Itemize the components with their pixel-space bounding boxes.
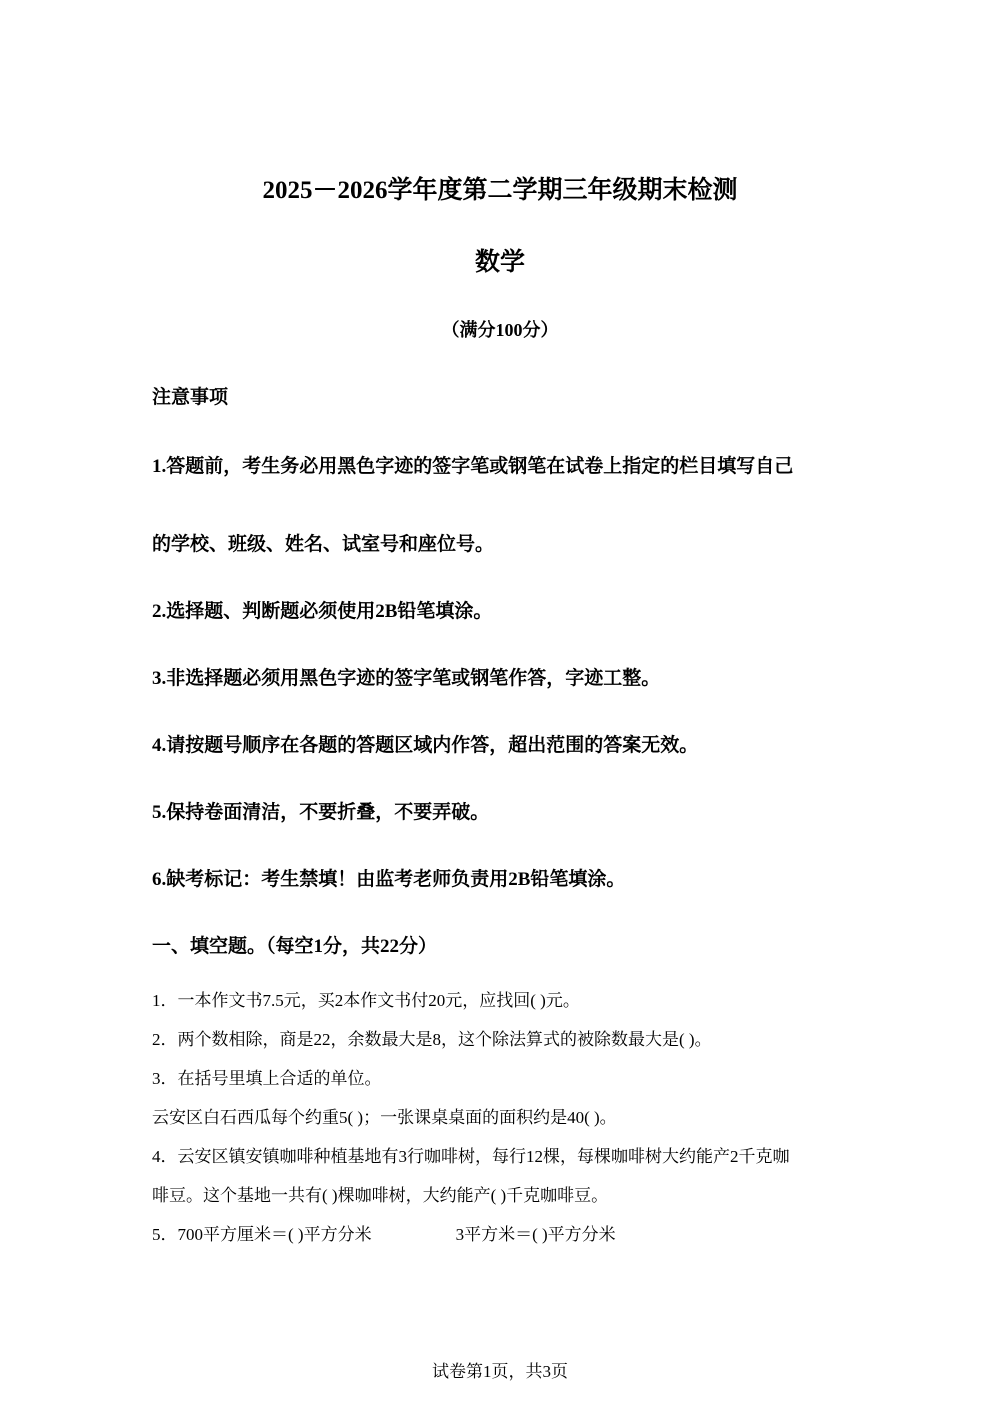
question-line: 1．一本作文书7.5元，买2本作文书付20元，应找回( )元。 [152, 991, 580, 1010]
full-score: （满分100分） [441, 320, 559, 340]
question-line [152, 1220, 852, 1245]
note-line: 6.缺考标记：考生禁填！由监考老师负责用2B铅笔填涂。 [152, 869, 626, 890]
note-line: 2.选择题、判断题必须使用2B铅笔填涂。 [152, 601, 493, 622]
note-line: 3.非选择题必须用黑色字迹的签字笔或钢笔作答，字迹工整。 [152, 668, 661, 689]
question-line: 云安区白石西瓜每个约重5( )；一张课桌桌面的面积约是40( )。 [152, 1108, 617, 1127]
exam-title: 2025－2026学年度第二学期三年级期末检测 [262, 177, 738, 204]
note-line: 5.保持卷面清洁，不要折叠，不要弄破。 [152, 802, 490, 823]
page-footer: 试卷第1页，共3页 [432, 1362, 568, 1381]
exam-subject: 数学 [474, 249, 525, 276]
notes-heading: 注意事项 [152, 387, 229, 408]
note-line: 4.请按题号顺序在各题的答题区域内作答，超出范围的答案无效。 [152, 735, 699, 756]
question-5-left: 5．700平方厘米＝( )平方分米 [152, 1225, 372, 1244]
question-line: 啡豆。这个基地一共有( )棵咖啡树，大约能产( )千克咖啡豆。 [152, 1186, 609, 1205]
note-line: 1.答题前，考生务必用黑色字迹的签字笔或钢笔在试卷上指定的栏目填写自己 [152, 456, 794, 477]
question-line: 4．云安区镇安镇咖啡种植基地有3行咖啡树，每行12棵，每棵咖啡树大约能产2千克咖 [152, 1147, 790, 1166]
section-heading: 一、填空题。（每空1分，共22分） [152, 936, 438, 957]
note-line: 的学校、班级、姓名、试室号和座位号。 [152, 534, 495, 555]
question-line: 2．两个数相除，商是22，余数最大是8，这个除法算式的被除数最大是( )。 [152, 1030, 712, 1049]
question-line: 3．在括号里填上合适的单位。 [152, 1069, 382, 1088]
question-5-right: 3平方米＝( )平方分米 [455, 1225, 616, 1244]
